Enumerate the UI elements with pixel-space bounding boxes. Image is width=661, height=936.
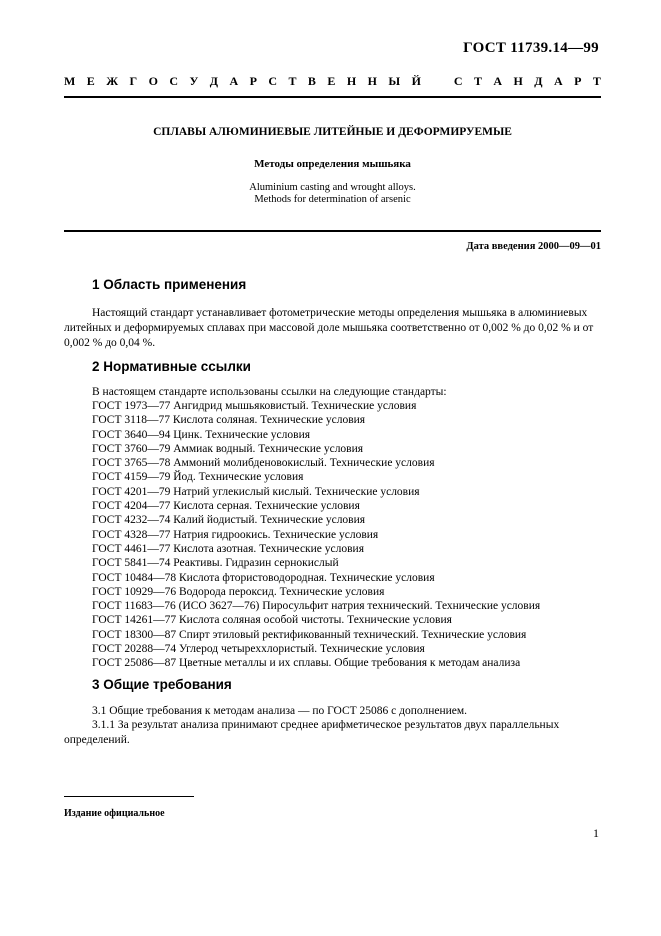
interstate-letter: Д xyxy=(534,74,543,88)
reference-item: ГОСТ 4232—74 Калий йодистый. Технические условия xyxy=(92,514,366,527)
interstate-letter: С xyxy=(453,74,463,88)
edition-label: Издание официальное xyxy=(64,808,165,819)
section3-para2: 3.1.1 За результат анализа принимают среднее арифметическое результатов двух параллельных определений. xyxy=(64,719,560,746)
interstate-standard-heading xyxy=(64,74,601,89)
interstate-letter xyxy=(432,74,442,89)
reference-item: ГОСТ 4159—79 Йод. Технические условия xyxy=(92,471,304,484)
interstate-letter: Н xyxy=(346,74,357,88)
interstate-letter: Т xyxy=(473,74,482,88)
interstate-letter: С xyxy=(169,74,179,88)
reference-item: ГОСТ 11683—76 (ИСО 3627—76) Пиросульфит натрия технический. Технические условия xyxy=(92,600,541,613)
page-number: 1 xyxy=(593,826,599,840)
reference-item: ГОСТ 18300—87 Спирт этиловый ректификованный технический. Технические условия xyxy=(92,628,527,641)
reference-item: ГОСТ 3118—77 Кислота соляная. Технические условия xyxy=(92,414,366,427)
interstate-letter: Е xyxy=(86,74,95,88)
reference-list xyxy=(92,399,540,671)
reference-item: ГОСТ 4461—77 Кислота азотная. Технические условия xyxy=(92,542,364,555)
reference-item: ГОСТ 4204—77 Кислота серная. Технические условия xyxy=(92,500,360,513)
document-title: СПЛАВЫ АЛЮМИНИЕВЫЕ ЛИТЕЙНЫЕ И ДЕФОРМИРУЕМЫЕ xyxy=(153,126,512,138)
section3-para1: 3.1 Общие требования к методам анализа — по ГОСТ 25086 с дополнением. xyxy=(92,705,468,717)
interstate-letter: Н xyxy=(367,74,377,88)
interstate-letter: М xyxy=(64,74,76,88)
english-title xyxy=(64,182,601,206)
interstate-letter: Д xyxy=(209,74,219,88)
interstate-letter: В xyxy=(307,74,316,88)
interstate-letter: Т xyxy=(592,74,601,88)
interstate-letter: Е xyxy=(327,74,336,88)
reference-item: ГОСТ 3760—79 Аммиак водный. Технические условия xyxy=(92,442,364,455)
reference-item: ГОСТ 10929—76 Водорода пероксид. Технические условия xyxy=(92,585,385,598)
interstate-letter: С xyxy=(268,74,278,88)
reference-item: ГОСТ 20288—74 Углерод четыреххлористый. Технические условия xyxy=(92,643,425,656)
interstate-letter: А xyxy=(493,74,503,88)
section2-heading: 2 Нормативные ссылки xyxy=(92,359,251,374)
document-subtitle: Методы определения мышьяка xyxy=(254,158,411,170)
reference-item: ГОСТ 4201—79 Натрий углекислый кислый. Технические условия xyxy=(92,485,420,498)
reference-item: ГОСТ 1973—77 Ангидрид мышьяковистый. Технические условия xyxy=(92,400,417,412)
section1-heading: 1 Область применения xyxy=(92,277,247,292)
top-rule xyxy=(64,96,601,98)
interstate-letter: Ы xyxy=(388,74,401,88)
reference-item: ГОСТ 25086—87 Цветные металлы и их сплавы. Общие требования к методам анализа xyxy=(92,657,521,670)
english-title-line2: Methods for determination of arsenic xyxy=(254,194,411,205)
interstate-letter: О xyxy=(148,74,158,88)
interstate-letter: Й xyxy=(411,74,421,88)
section3-heading: 3 Общие требования xyxy=(92,677,232,692)
interstate-letter: А xyxy=(553,74,563,88)
gost-code: ГОСТ 11739.14—99 xyxy=(463,40,599,56)
interstate-letter: Ж xyxy=(106,74,119,88)
reference-item: ГОСТ 10484—78 Кислота фтористоводородная. Технические условия xyxy=(92,571,435,584)
interstate-letter: Р xyxy=(574,74,582,88)
interstate-letter: Т xyxy=(288,74,297,88)
reference-item: ГОСТ 3640—94 Цинк. Технические условия xyxy=(92,428,311,441)
reference-item: ГОСТ 4328—77 Натрия гидроокись. Технические условия xyxy=(92,528,379,541)
interstate-letter: Р xyxy=(249,74,257,88)
reference-item: ГОСТ 5841—74 Реактивы. Гидразин сернокислый xyxy=(92,557,339,570)
interstate-letter: А xyxy=(229,74,239,88)
interstate-letter: У xyxy=(189,74,199,88)
english-title-line1: Aluminium casting and wrought alloys. xyxy=(249,182,416,193)
interstate-letter: Н xyxy=(513,74,523,88)
section1-text: Настоящий стандарт устанавливает фотометрические методы определения мышьяка в алюминиевых литейных и деформируемых сплавах при массовой доле мышьяка соответственно от 0,002 % до 0,02 % и от 0,002 % до 0,04 %. xyxy=(64,307,594,349)
interstate-letter: Г xyxy=(129,74,138,88)
intro-date: Дата введения 2000—09—01 xyxy=(466,241,601,252)
reference-item: ГОСТ 14261—77 Кислота соляная особой чистоты. Технические условия xyxy=(92,614,452,627)
reference-item: ГОСТ 3765—78 Аммоний молибденовокислый. Технические условия xyxy=(92,457,435,470)
footer-rule xyxy=(64,796,194,797)
title-rule xyxy=(64,230,601,232)
section2-intro: В настоящем стандарте использованы ссылки на следующие стандарты: xyxy=(92,386,447,398)
